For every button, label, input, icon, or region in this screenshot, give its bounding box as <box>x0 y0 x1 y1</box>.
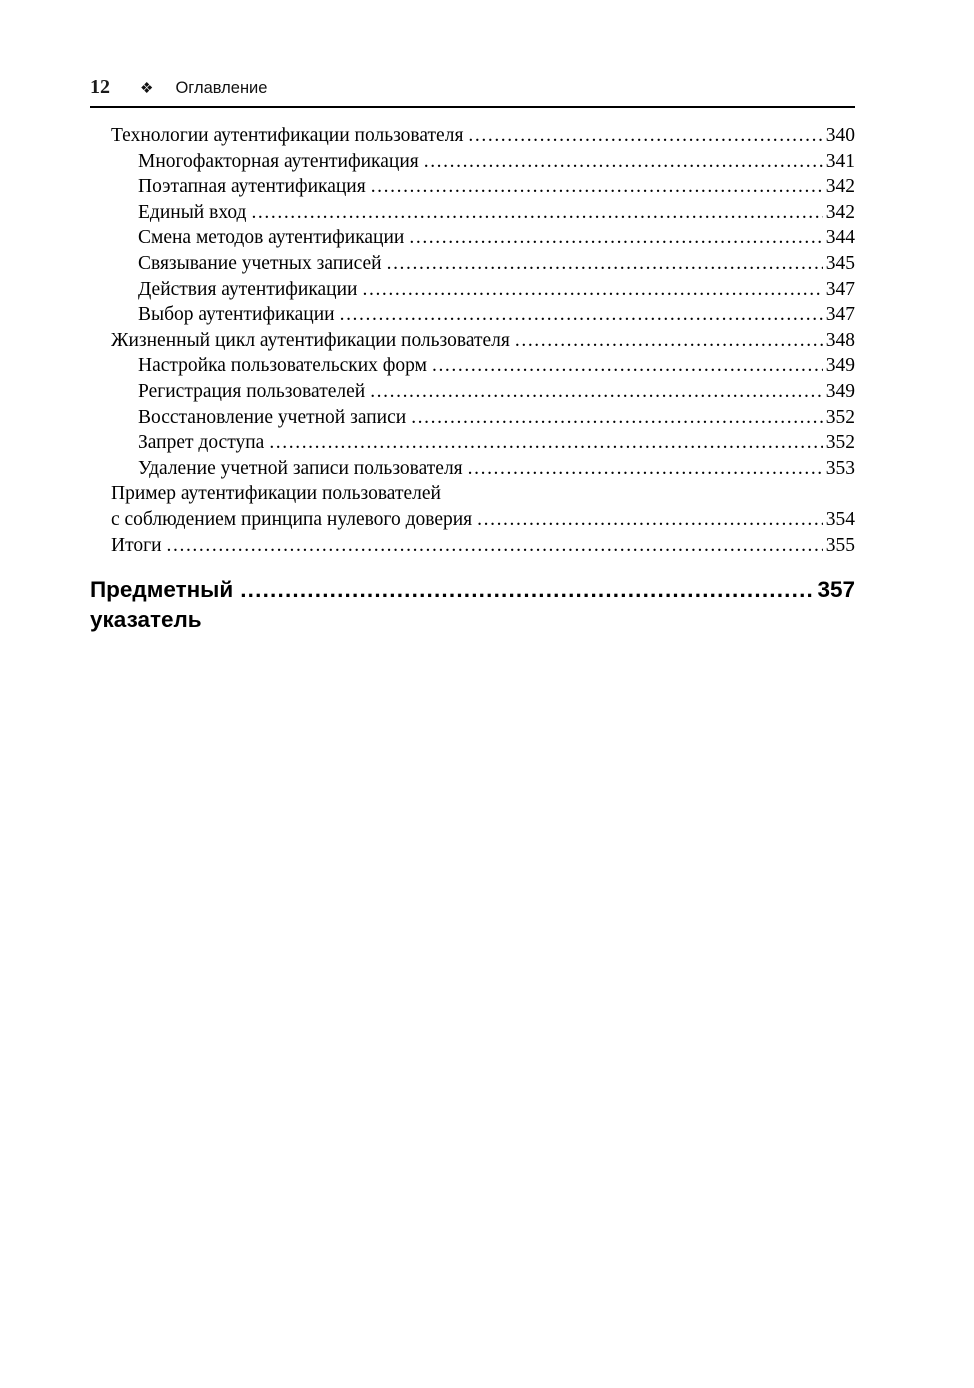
toc-entry-page: 342 <box>825 176 855 198</box>
toc-entry <box>90 456 855 482</box>
index-entry-label: Предметный указатель <box>90 577 234 633</box>
page-header <box>90 76 855 99</box>
toc-entry <box>90 379 855 405</box>
dot-leader <box>251 200 822 226</box>
toc-entry-label: Многофакторная аутентификация <box>138 150 419 172</box>
dot-leader <box>468 456 823 482</box>
toc-entry <box>90 149 855 175</box>
index-entry <box>90 575 855 635</box>
toc-entry-label: Выбор аутентификации <box>138 304 335 326</box>
toc-entry-label: с соблюдением принципа нулевого доверия <box>111 508 473 530</box>
toc-entry-page: 348 <box>825 329 855 351</box>
dot-leader <box>432 353 823 379</box>
toc-entry <box>90 174 855 200</box>
dot-leader <box>468 123 822 149</box>
toc-entry <box>90 277 855 303</box>
toc-entry <box>90 328 855 354</box>
header-title: Оглавление <box>175 79 268 97</box>
toc-entry-page: 342 <box>825 201 855 223</box>
toc-entry-page: 344 <box>825 227 855 249</box>
toc-entry-page: 352 <box>825 432 855 454</box>
toc-entry-page: 340 <box>825 125 855 146</box>
toc-entry <box>90 353 855 379</box>
toc-entry-label: Итоги <box>111 534 162 556</box>
toc-entry-label: Пример аутентификации пользователей <box>111 483 441 505</box>
toc-entry-label: Запрет доступа <box>138 432 265 454</box>
toc-entry <box>90 251 855 277</box>
toc-entry-page: 355 <box>825 534 855 556</box>
toc-entry <box>90 225 855 251</box>
toc-entry <box>90 123 855 149</box>
toc-entry-page: 353 <box>825 457 855 479</box>
toc-entry-label: Жизненный цикл аутентификации пользователя <box>111 329 510 351</box>
toc-entry-label: Технологии аутентификации пользователя <box>111 125 464 146</box>
toc-entry-label: Поэтапная аутентификация <box>138 176 366 198</box>
ornament-icon: ❖ <box>140 81 154 97</box>
dot-leader <box>370 379 823 405</box>
toc-entry <box>90 200 855 226</box>
toc-entry-label: Восстановление учетной записи <box>138 406 407 428</box>
toc-entry-label: Регистрация пользователей <box>138 380 366 402</box>
toc-entry <box>90 507 855 533</box>
toc-entry-label: Удаление учетной записи пользователя <box>138 457 463 479</box>
dot-leader <box>371 174 823 200</box>
toc-entry-label: Смена методов аутентификации <box>138 227 405 249</box>
toc-entry-page: 347 <box>825 304 855 326</box>
dot-leader <box>269 430 822 456</box>
header-rule <box>90 106 855 108</box>
dot-leader <box>340 302 823 328</box>
toc-entry <box>90 405 855 431</box>
toc-list <box>90 123 855 558</box>
toc-entry-page: 347 <box>825 278 855 300</box>
dot-leader <box>363 277 823 303</box>
toc-entry-page: 354 <box>825 508 855 530</box>
toc-entry-label: Связывание учетных записей <box>138 252 382 274</box>
toc-entry-page: 341 <box>825 150 855 172</box>
toc-entry-page: 352 <box>825 406 855 428</box>
index-entry-page: 357 <box>817 577 855 603</box>
dot-leader <box>409 225 822 251</box>
dot-leader <box>424 149 823 175</box>
page-number: 12 <box>90 76 110 98</box>
toc-entry <box>90 430 855 456</box>
toc-entry-label: Единый вход <box>138 201 247 223</box>
dot-leader <box>477 507 823 533</box>
toc-entry <box>90 302 855 328</box>
dot-leader <box>411 405 823 431</box>
toc-entry <box>90 481 855 507</box>
dot-leader <box>240 575 813 605</box>
dot-leader <box>167 533 823 559</box>
toc-entry-page: 349 <box>825 355 855 377</box>
toc-entry-page: 349 <box>825 380 855 402</box>
toc-entry <box>90 533 855 559</box>
dot-leader <box>515 328 823 354</box>
toc-entry-label: Действия аутентификации <box>138 278 358 300</box>
dot-leader <box>387 251 823 277</box>
toc-entry-page: 345 <box>825 252 855 274</box>
toc-entry-label: Настройка пользовательских форм <box>138 355 427 377</box>
